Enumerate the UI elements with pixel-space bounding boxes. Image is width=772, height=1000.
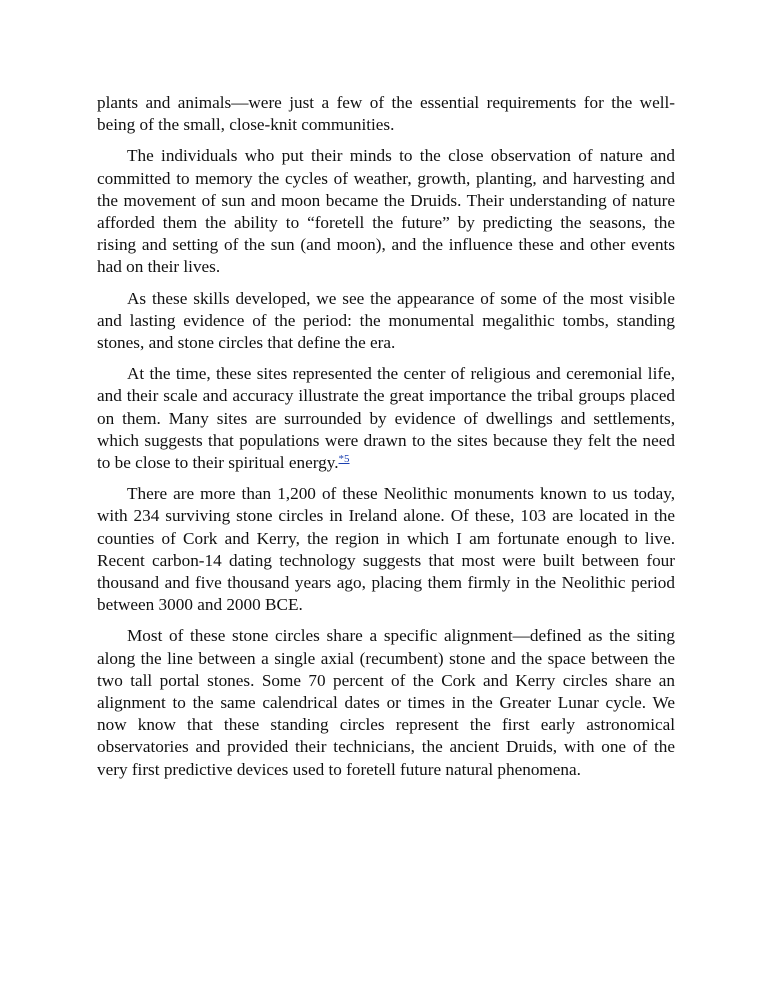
paragraph-4 bbox=[97, 363, 675, 474]
page-body bbox=[97, 92, 675, 790]
footnote-link[interactable]: *5 bbox=[338, 453, 350, 466]
paragraph-2: The individuals who put their minds to the close observation of nature and committed to memory the cycles of weather, growth, planting, and harvesting and the movement of sun and moon became the Druids. Their understanding of nature afforded them the ability to “foretell the future” by predicting the seasons, the rising and setting of the sun (and moon), and the influence these and other events had on their lives. bbox=[97, 146, 675, 277]
paragraph-5: There are more than 1,200 of these Neolithic monuments known to us today, with 234 surviving stone circles in Ireland alone. Of these, 103 are located in the counties of Cork and Kerry, the region in which I am fortunate enough to live. Recent carbon-14 dating technology suggests that most were built between four thousand and five thousand years ago, placing them firmly in the Neolithic period between 3000 and 2000 BCE. bbox=[97, 484, 675, 615]
paragraph-4-text: At the time, these sites represented the center of religious and ceremonial life, and their scale and accuracy illustrate the great importance the tribal groups placed on them. Many sites are surrounded by evidence of dwellings and settlements, which suggests that populations were drawn to the sites because they felt the need to be close to their spiritual energy. bbox=[97, 364, 675, 473]
paragraph-1: plants and animals—were just a few of the essential requirements for the well-being of the small, close-knit communities. bbox=[97, 93, 675, 135]
paragraph-3: As these skills developed, we see the appearance of some of the most visible and lasting evidence of the period: the monumental megalithic tombs, standing stones, and stone circles that define the era. bbox=[97, 288, 675, 353]
paragraph-6: Most of these stone circles share a specific alignment—defined as the siting along the line between a single axial (recumbent) stone and the space between the two tall portal stones. Some 70 percent of the Cork and Kerry circles share an alignment to the same calendrical dates or times in the Greater Lunar cycle. We now know that these standing circles represent the first early astronomical observatories and provided their technicians, the ancient Druids, with one of the very first predictive devices used to foretell future natural phenomena. bbox=[97, 626, 675, 779]
